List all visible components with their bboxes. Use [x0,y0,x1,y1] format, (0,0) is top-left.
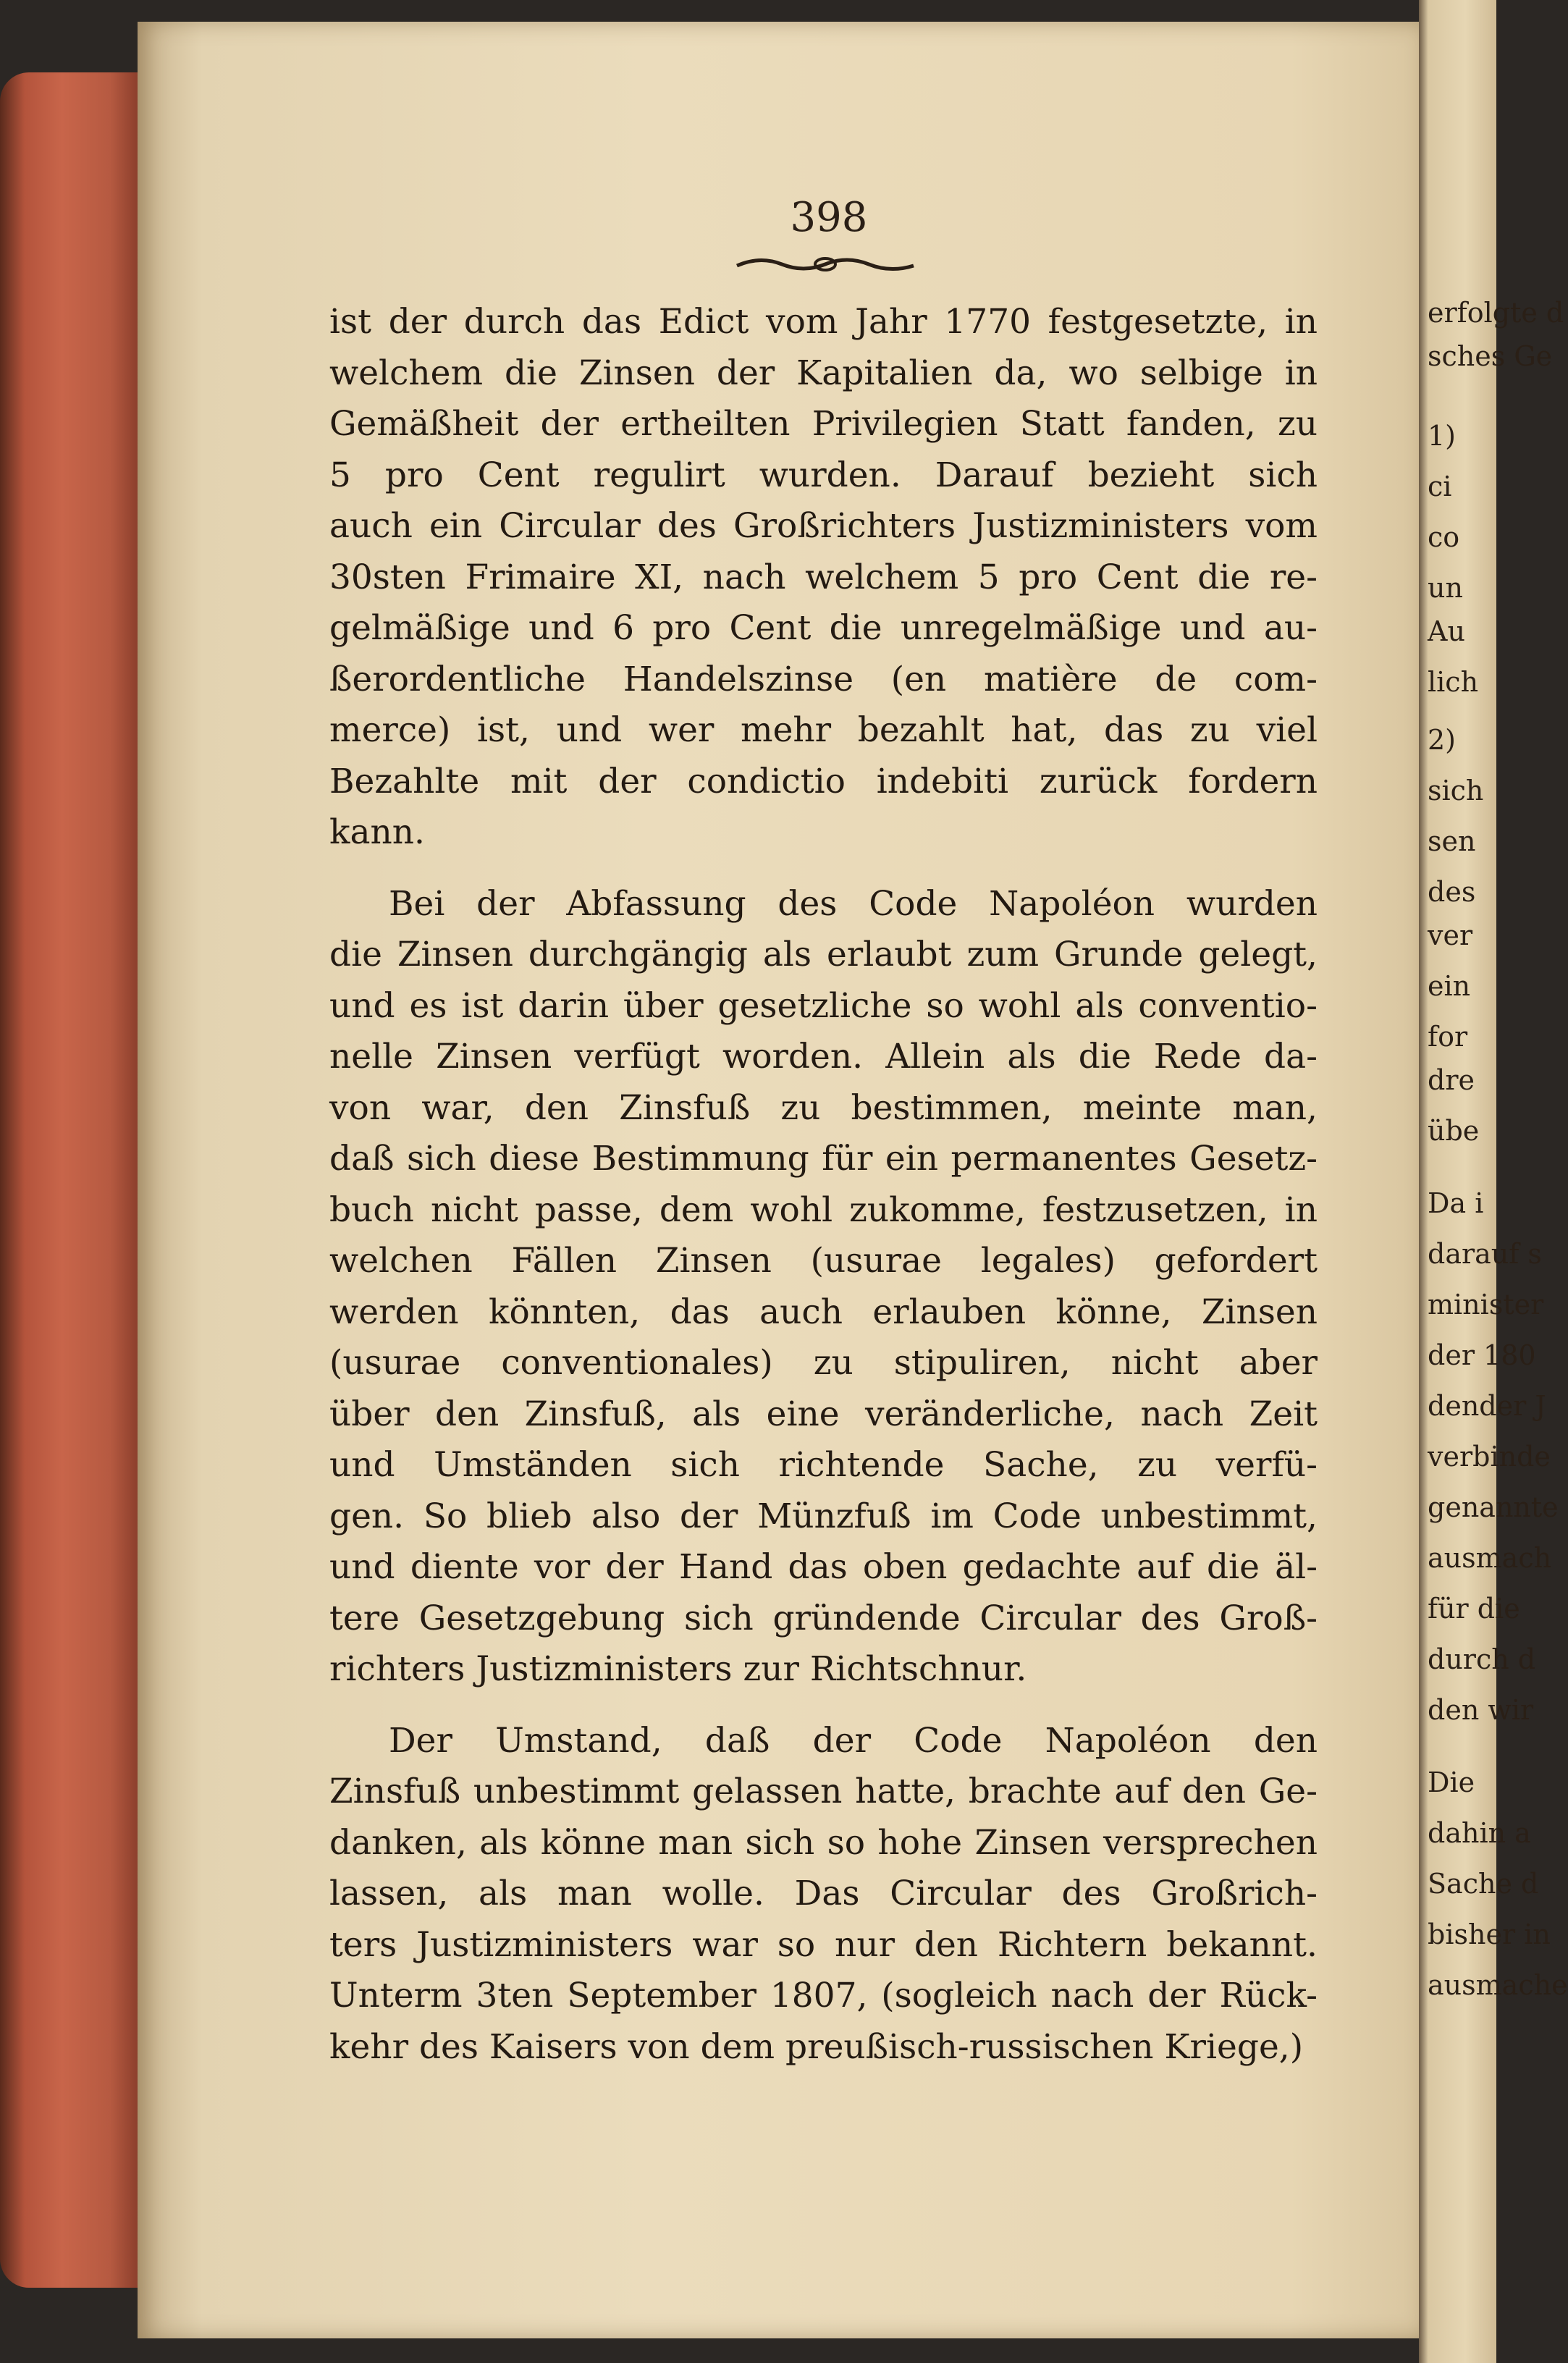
text-line: 30sten Frimaire XI, nach welchem 5 pro Cent die re- [329,557,1318,597]
next-page-fragment: for [1428,1021,1468,1053]
text-line: richters Justizministers zur Richtschnur. [329,1649,1027,1689]
next-page-fragment: übe [1428,1115,1480,1147]
text-line: Gemäßheit der ertheilten Privilegien Statt fanden, zu [329,404,1318,444]
next-page-fragment: minister [1428,1289,1544,1320]
text-line: gelmäßige und 6 pro Cent die unregelmäßige und au- [329,608,1318,648]
next-page-fragment: dahin a [1428,1817,1531,1849]
text-line: die Zinsen durchgängig als erlaubt zum Grunde gelegt, [329,935,1318,974]
next-page-fragment: 2) [1428,724,1457,756]
next-page-fragment: durch d [1428,1643,1536,1675]
next-page-fragment: lich [1428,666,1479,698]
next-page-fragment: bisher in [1428,1918,1551,1950]
next-page-fragment: Die [1428,1766,1475,1798]
text-line: kann. [329,812,425,852]
text-line: und diente vor der Hand das oben gedachte auf die äl- [329,1547,1318,1587]
text-line: werden könnten, das auch erlauben könne, Zinsen [329,1292,1318,1332]
text-line: ßerordentliche Handelszinse (en matière de com- [329,659,1318,699]
page-number: 398 [790,194,868,241]
next-page-fragment: sich [1428,775,1484,806]
next-page-fragment: Da i [1428,1187,1484,1219]
next-page-fragment: den wir [1428,1694,1534,1726]
text-line: nelle Zinsen verfügt worden. Allein als die Rede da- [329,1037,1318,1077]
text-line: 5 pro Cent regulirt wurden. Darauf bezieht sich [329,455,1318,495]
next-page-fragment: für die [1428,1593,1520,1625]
next-page-fragment: darauf s [1428,1238,1542,1270]
ornament-divider [731,250,919,279]
next-page-fragment: dre [1428,1064,1475,1096]
text-line: ters Justizministers war so nur den Richtern bekannt. [329,1924,1318,1965]
next-page-fragment: ci [1428,471,1452,502]
book-page-edges [0,72,138,2288]
next-page-fragment: sches Ge [1428,340,1553,372]
text-line: welchen Fällen Zinsen (usurae legales) gefordert [329,1241,1318,1281]
body-text [329,297,1318,2073]
text-line: daß sich diese Bestimmung für ein permanentes Gesetz- [329,1139,1318,1179]
next-page-fragment: des [1428,876,1476,908]
text-line: welchem die Zinsen der Kapitalien da, wo selbige in [329,353,1318,393]
text-line: gen. So blieb also der Münzfuß im Code unbestimmt, [329,1496,1318,1536]
next-page-fragment: ein [1428,970,1471,1002]
next-page-fragment: dender J [1428,1390,1546,1422]
next-page-fragment: genannte [1428,1491,1559,1523]
text-line: Zinsfuß unbestimmt gelassen hatte, brachte auf den Ge- [329,1772,1318,1811]
next-page-fragment: 1) [1428,420,1457,452]
paragraph-gap [329,1696,1318,1716]
text-line: Bei der Abfassung des Code Napoléon wurden [389,883,1318,924]
text-line: und Umständen sich richtende Sache, zu verfü- [329,1445,1318,1485]
text-line: merce) ist, und wer mehr bezahlt hat, das zu viel [329,710,1318,750]
next-page-sliver [1419,0,1568,2363]
text-line: (usurae conventionales) zu stipuliren, nicht aber [329,1343,1318,1383]
text-line: auch ein Circular des Großrichters Justizministers vom [329,506,1318,546]
text-line: lassen, als man wolle. Das Circular des Großrich- [329,1874,1318,1913]
paragraph-gap [329,859,1318,879]
next-page-fragment: ausmache [1428,1969,1568,2001]
next-page-fragment: der 180 [1428,1339,1536,1371]
next-page-fragment: Au [1428,615,1465,647]
next-page-fragment: co [1428,521,1460,553]
next-page-fragment: Sache d [1428,1868,1539,1900]
text-line: buch nicht passe, dem wohl zukomme, festzusetzen, in [329,1189,1318,1230]
text-line: Bezahlte mit der condictio indebiti zurück fordern [329,761,1318,801]
text-line: kehr des Kaisers von dem preußisch-russischen Kriege,) [329,2026,1304,2067]
text-line: Unterm 3ten September 1807, (sogleich nach der Rück- [329,1976,1318,2016]
text-line: Der Umstand, daß der Code Napoléon den [389,1720,1318,1761]
text-line: und es ist darin über gesetzliche so wohl als conventio- [329,985,1318,1026]
text-line: über den Zinsfuß, als eine veränderliche, nach Zeit [329,1394,1318,1434]
text-line: danken, als könne man sich so hohe Zinsen versprechen [329,1822,1318,1863]
next-page-fragment: erfolgte d [1428,297,1564,329]
text-line: tere Gesetzgebung sich gründende Circular des Groß- [329,1598,1318,1638]
next-page-fragment: ausmach [1428,1542,1552,1574]
next-page-fragment: un [1428,572,1463,604]
next-page-fragment: sen [1428,825,1476,857]
next-page-fragment: ver [1428,919,1473,951]
text-line: ist der durch das Edict vom Jahr 1770 festgesetzte, in [329,302,1318,342]
next-page-fragment: verbinde [1428,1441,1551,1473]
text-line: von war, den Zinsfuß zu bestimmen, meinte man, [329,1087,1318,1128]
